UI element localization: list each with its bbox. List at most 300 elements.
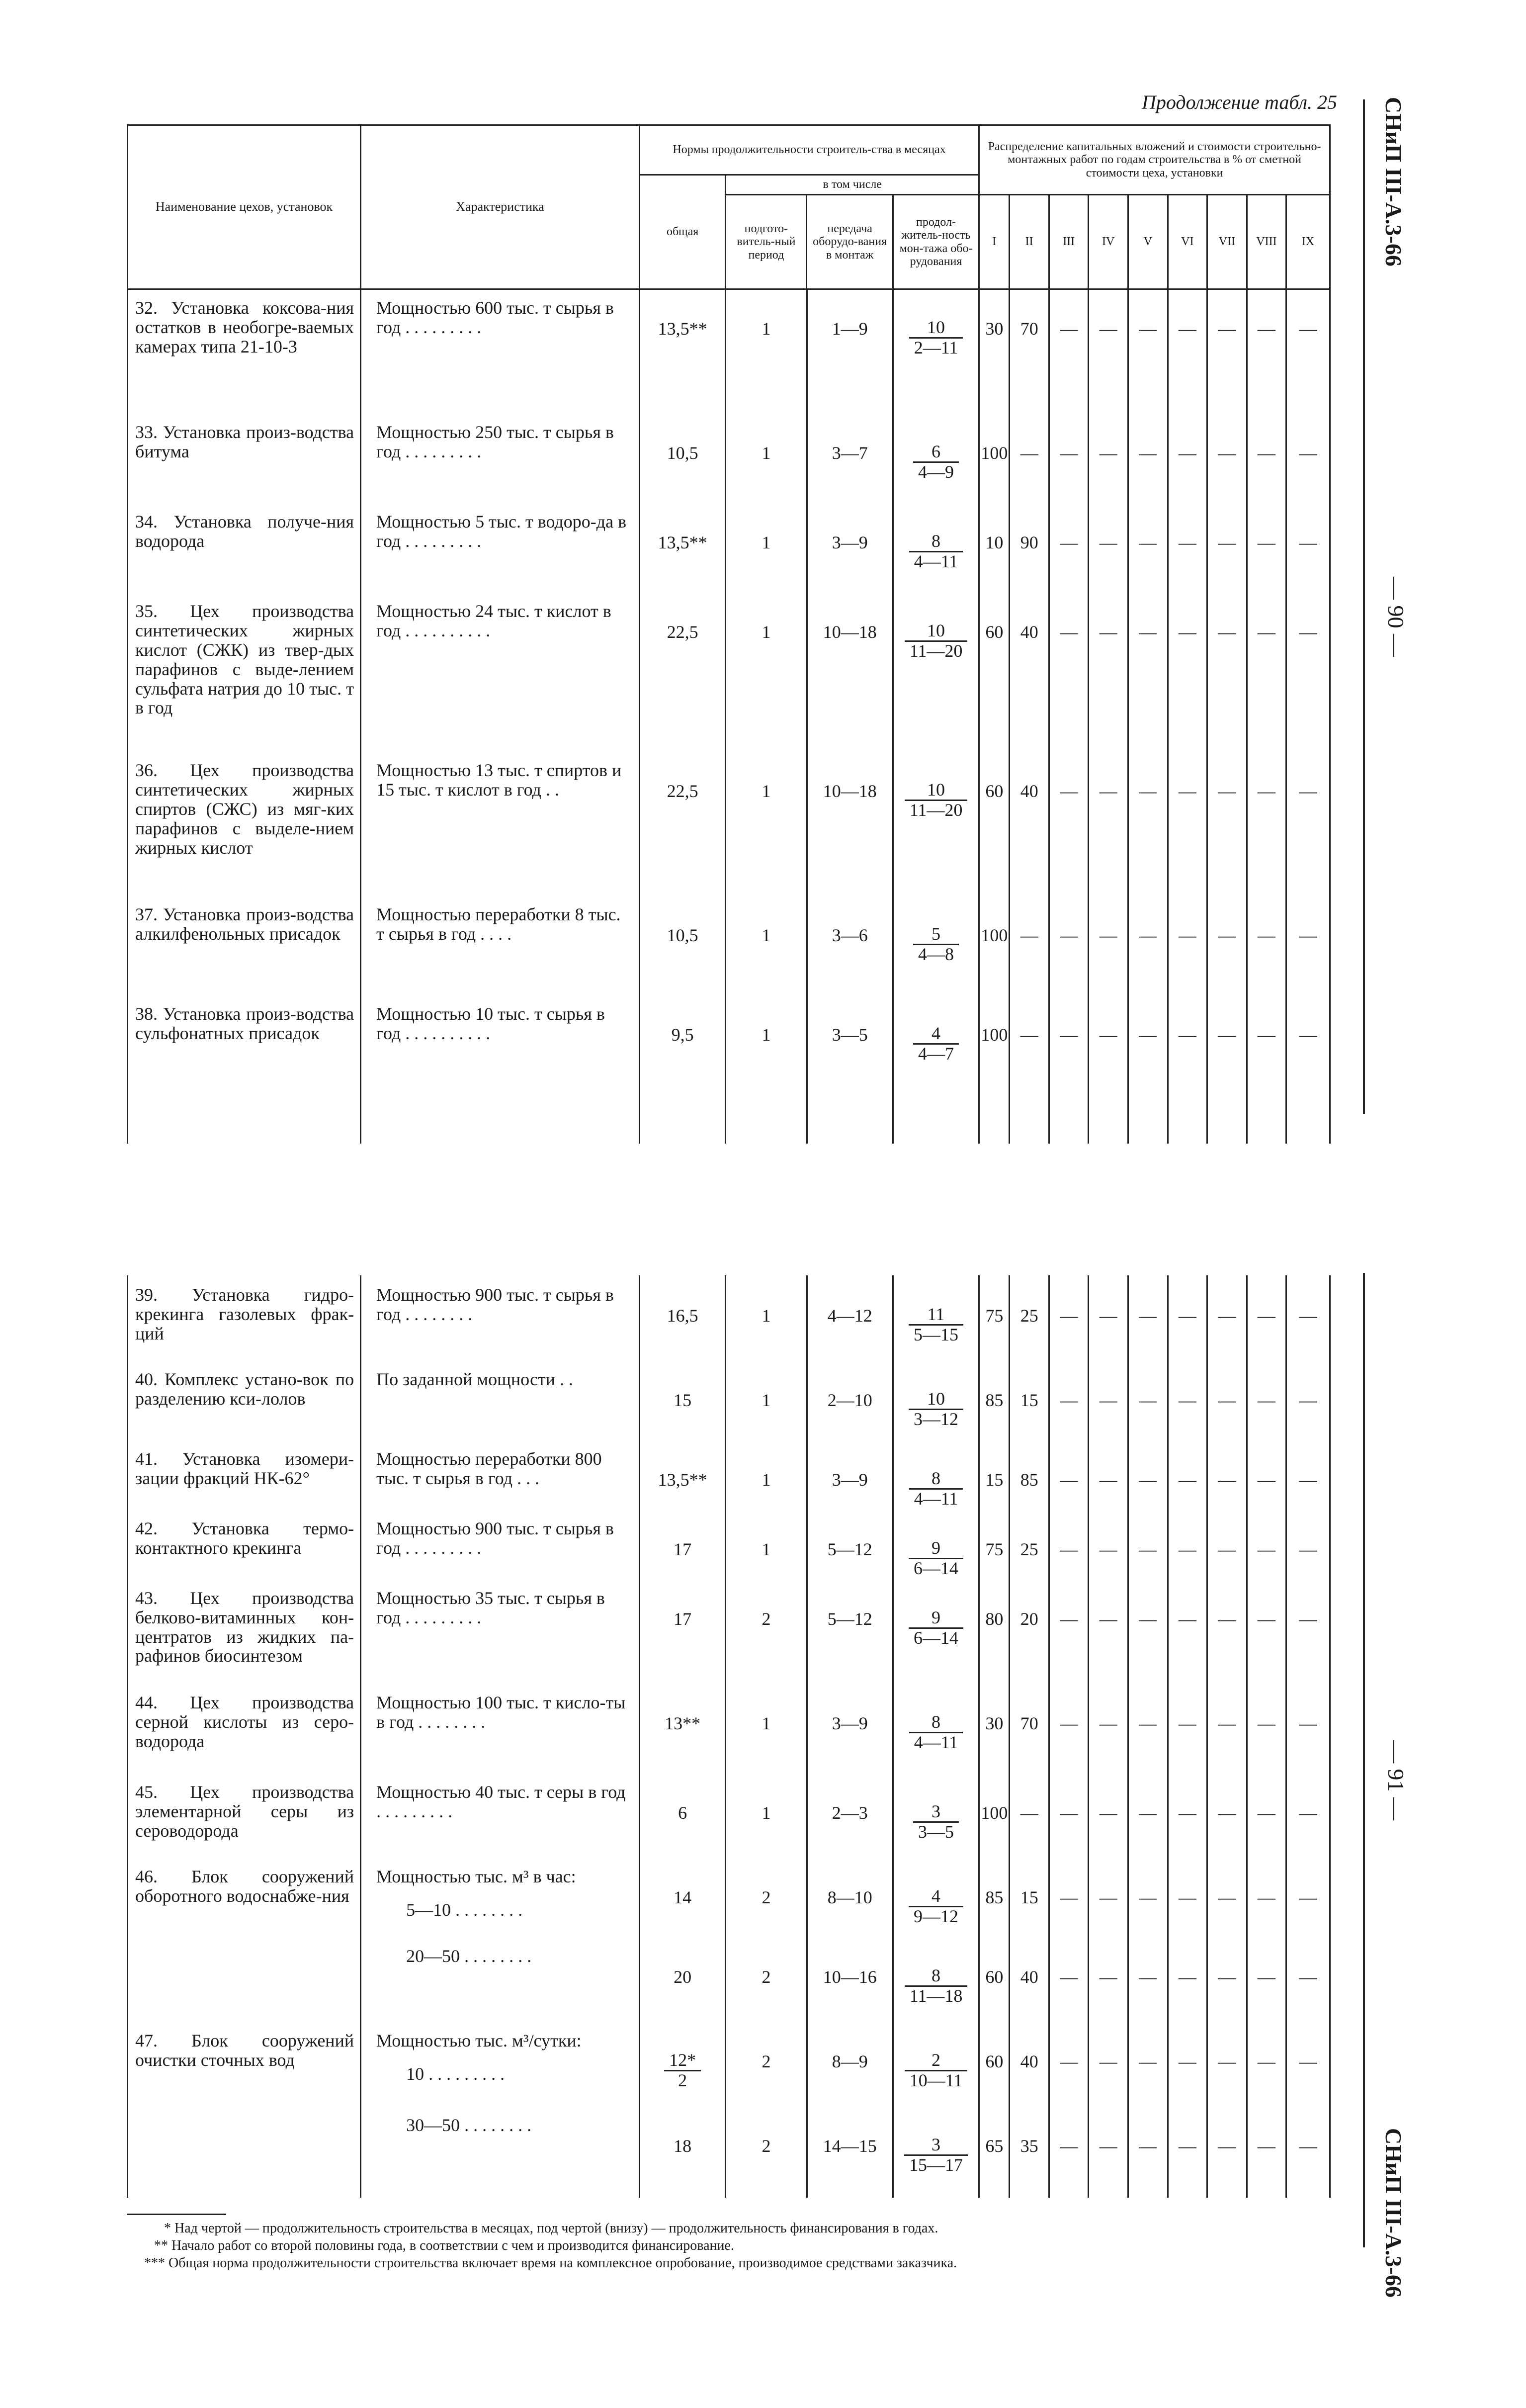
row-year-1: 75 [979,1509,1010,1579]
row-total-value: 17 [674,1608,692,1629]
row-prep: 1 [726,1683,807,1773]
row-year-1: 100 [979,413,1010,502]
col-year-VI: VI [1168,195,1207,289]
row-total [640,1683,726,1773]
row-year-9: — [1286,751,1330,895]
row-equip: 8—10 [807,1857,893,1937]
row-mount-fraction [909,1539,963,1578]
row-year-1: 30 [979,288,1010,413]
row-year-8: — [1247,1683,1286,1773]
row-year-2: — [1010,1773,1049,1857]
row-characteristic-text: Мощностью 900 тыс. т сырья в год . . . . . . . . [376,1285,614,1324]
row-prep: 1 [726,1275,807,1360]
row-year-6: — [1168,1275,1207,1360]
row-year-2: — [1010,895,1049,994]
row-year-1: 60 [979,592,1010,751]
row-mount-top: 10 [905,622,968,642]
row-year-5: — [1128,1937,1168,2021]
row-year-9: — [1286,1937,1330,2021]
row-equip: 3—9 [807,502,893,592]
row-year-9: — [1286,1683,1330,1773]
row-mount-bottom: 6—14 [914,1627,959,1648]
row-name: 40. Комплекс устано-вок по разделению кси-лолов [128,1360,361,1439]
row-year-8: — [1247,2021,1286,2106]
row-year-6: — [1168,1360,1207,1439]
row-year-5: — [1128,1683,1168,1773]
row-mount-top: 6 [913,443,959,463]
row-name: 38. Установка произ-водства сульфонатных присадок [128,994,361,1144]
row-characteristic [361,1857,640,1937]
row-equip: 2—3 [807,1773,893,1857]
row-total-value: 20 [674,1966,692,1987]
row-characteristic-text: Мощностью 24 тыс. т кислот в год . . . . . . . . . . [376,601,611,640]
row-prep: 1 [726,1509,807,1579]
row-characteristic-text: Мощностью переработки 800 тыс. т сырья в год . . . [376,1449,602,1488]
row-characteristic-text: Мощностью 600 тыс. т сырья в год . . . . . . . . . [376,298,614,337]
row-total [640,1579,726,1683]
row-mount-fraction [905,622,968,661]
row-mount [893,895,979,994]
row-year-5: — [1128,751,1168,895]
row-prep: 1 [726,1439,807,1509]
table-row [128,1509,1330,1579]
row-name: 42. Установка термо-контактного крекинга [128,1509,361,1579]
row-total [640,413,726,502]
row-year-7: — [1207,1360,1247,1439]
row-mount-top: 5 [913,925,959,945]
row-year-8: — [1247,1360,1286,1439]
row-year-4: — [1089,502,1128,592]
row-mount [893,1509,979,1579]
table-body-bottom [127,1275,1331,2198]
row-year-7: — [1207,592,1247,751]
row-year-7: — [1207,1509,1247,1579]
row-equip: 3—6 [807,895,893,994]
row-mount-top: 9 [909,1539,963,1559]
row-year-1: 15 [979,1439,1010,1509]
row-prep: 1 [726,751,807,895]
row-year-3: — [1049,1439,1089,1509]
table-body-top [127,288,1331,1144]
row-equip: 14—15 [807,2106,893,2198]
table-row [128,592,1330,751]
row-characteristic [361,2021,640,2106]
row-mount-fraction [909,1469,963,1509]
col-mount-header: продол-житель-ность мон-тажа обо-рудования [893,195,979,289]
row-name [128,1937,361,2021]
row-mount-top: 8 [905,1966,968,1987]
row-characteristic-text: Мощностью 13 тыс. т спиртов и 15 тыс. т кислот в год . . [376,760,622,800]
row-mount [893,1275,979,1360]
row-prep: 2 [726,1579,807,1683]
row-total [640,1439,726,1509]
right-margin-rule-top [1363,99,1365,1114]
row-characteristic [361,1360,640,1439]
row-name: 32. Установка коксова-ния остатков в необогре-ваемых камерах типа 21-10-3 [128,288,361,413]
row-year-4: — [1089,1275,1128,1360]
row-year-7: — [1207,1857,1247,1937]
row-total [640,592,726,751]
row-mount-bottom: 15—17 [909,2154,963,2175]
row-characteristic-sub: 20—50 . . . . . . . . [406,1946,532,1966]
row-equip: 1—9 [807,288,893,413]
row-year-6: — [1168,895,1207,994]
row-total [640,288,726,413]
row-total-top: 12* [664,2051,701,2071]
col-distr-header: Распределение капитальных вложений и стоимости строительно-монтажных работ по годам строительства в % от сметной стоимости цеха, установки [979,125,1330,195]
row-mount [893,751,979,895]
row-year-9: — [1286,1275,1330,1360]
row-year-1: 85 [979,1857,1010,1937]
row-total [640,994,726,1144]
row-year-6: — [1168,288,1207,413]
row-mount-top: 8 [909,1469,963,1490]
row-prep: 1 [726,1360,807,1439]
row-year-7: — [1207,1683,1247,1773]
col-year-IV: IV [1089,195,1128,289]
row-year-3: — [1049,413,1089,502]
row-year-7: — [1207,895,1247,994]
row-year-9: — [1286,1773,1330,1857]
row-year-3: — [1049,1275,1089,1360]
row-characteristic [361,1275,640,1360]
row-year-6: — [1168,2106,1207,2198]
row-mount-fraction [913,443,959,482]
row-name [128,2106,361,2198]
row-mount-fraction [905,2051,968,2090]
row-year-1: 100 [979,895,1010,994]
row-total-value: 22,5 [667,622,698,642]
row-year-2: 85 [1010,1439,1049,1509]
row-equip: 3—9 [807,1439,893,1509]
row-year-4: — [1089,288,1128,413]
row-characteristic [361,994,640,1144]
row-total-value: 10,5 [667,925,698,945]
col-prep-header: подгото-витель-ный период [726,195,807,289]
col-year-II: II [1010,195,1049,289]
row-year-9: — [1286,502,1330,592]
row-year-7: — [1207,1773,1247,1857]
row-prep: 2 [726,1857,807,1937]
row-total-value: 14 [674,1887,692,1907]
row-year-9: — [1286,2021,1330,2106]
row-total-value: 13,5** [658,319,707,339]
row-year-2: 70 [1010,1683,1049,1773]
row-mount-bottom: 4—8 [918,944,954,964]
row-mount-top: 8 [909,532,963,552]
row-year-9: — [1286,1579,1330,1683]
row-characteristic [361,1579,640,1683]
row-year-6: — [1168,2021,1207,2106]
row-mount [893,1857,979,1937]
row-name: 36. Цех производства синтетических жирных спиртов (СЖС) из мяг-ких парафинов с выделе-нием жирных кислот [128,751,361,895]
table-row [128,1439,1330,1509]
row-year-8: — [1247,592,1286,751]
row-characteristic-text: Мощностью 35 тыс. т сырья в год . . . . . . . . . [376,1588,605,1627]
row-year-3: — [1049,1360,1089,1439]
row-year-8: — [1247,1509,1286,1579]
row-prep: 1 [726,895,807,994]
row-mount [893,2021,979,2106]
row-year-7: — [1207,502,1247,592]
row-equip: 8—9 [807,2021,893,2106]
row-characteristic-text: Мощностью 10 тыс. т сырья в год . . . . . . . . . . [376,1004,605,1043]
row-year-8: — [1247,1937,1286,2021]
row-name: 45. Цех производства элементарной серы из сероводорода [128,1773,361,1857]
row-total [640,1937,726,2021]
row-year-3: — [1049,502,1089,592]
row-year-7: — [1207,1275,1247,1360]
footnote-2: ** Начало работ со второй половины года, в соответствии с чем и производится финансирование. [154,2238,734,2253]
row-year-9: — [1286,2106,1330,2198]
row-year-7: — [1207,751,1247,895]
row-year-9: — [1286,1857,1330,1937]
row-mount-bottom: 11—20 [909,640,963,661]
row-year-5: — [1128,592,1168,751]
row-total-value: 10,5 [667,443,698,463]
row-year-3: — [1049,1509,1089,1579]
row-year-6: — [1168,1439,1207,1509]
row-characteristic [361,1439,640,1509]
row-prep: 1 [726,288,807,413]
row-year-1: 100 [979,994,1010,1144]
row-equip: 3—5 [807,994,893,1144]
row-year-9: — [1286,592,1330,751]
row-mount-top: 2 [905,2051,968,2071]
row-year-6: — [1168,1773,1207,1857]
row-mount-fraction [904,2136,968,2175]
row-year-4: — [1089,1360,1128,1439]
row-total [640,1275,726,1360]
page-number-bottom: — 91 — [1383,1740,1409,1820]
table-row [128,1937,1330,2021]
row-mount-bottom: 4—9 [918,461,954,482]
row-year-2: 25 [1010,1275,1049,1360]
row-prep: 1 [726,994,807,1144]
row-total-value: 22,5 [667,781,698,801]
row-mount-top: 4 [909,1887,963,1907]
row-year-8: — [1247,413,1286,502]
row-characteristic [361,502,640,592]
row-prep: 1 [726,1773,807,1857]
row-mount-fraction [909,1713,963,1752]
row-year-7: — [1207,288,1247,413]
row-total-value: 17 [674,1539,692,1559]
row-equip: 5—12 [807,1579,893,1683]
row-year-7: — [1207,413,1247,502]
row-characteristic [361,413,640,502]
row-year-3: — [1049,592,1089,751]
row-equip: 3—7 [807,413,893,502]
row-name: 44. Цех производства серной кислоты из серо-водорода [128,1683,361,1773]
col-year-V: V [1128,195,1168,289]
row-characteristic [361,1937,640,2021]
table-row [128,1683,1330,1773]
row-year-1: 10 [979,502,1010,592]
row-year-4: — [1089,592,1128,751]
row-year-5: — [1128,288,1168,413]
side-code-top: СНиП III-А.3-66 [1381,97,1406,267]
row-year-3: — [1049,1937,1089,2021]
row-name: 39. Установка гидро-крекинга газолевых фрак-ций [128,1275,361,1360]
col-char-header: Характеристика [361,125,640,289]
side-code-bottom: СНиП III-А.3-66 [1381,2128,1406,2298]
row-year-5: — [1128,2106,1168,2198]
row-mount-fraction [909,1305,963,1344]
row-total [640,1773,726,1857]
page-number-top: — 90 — [1383,577,1409,657]
row-mount [893,1937,979,2021]
row-characteristic-sub: 10 . . . . . . . . . [406,2063,505,2084]
row-mount-bottom: 4—11 [914,551,958,571]
row-total [640,895,726,994]
row-year-6: — [1168,994,1207,1144]
row-year-3: — [1049,1579,1089,1683]
row-total [640,2106,726,2198]
row-year-9: — [1286,1360,1330,1439]
row-year-6: — [1168,413,1207,502]
row-name: 33. Установка произ-водства битума [128,413,361,502]
row-total-value: 6 [678,1802,687,1823]
row-total [640,751,726,895]
row-year-7: — [1207,1579,1247,1683]
row-year-6: — [1168,592,1207,751]
row-characteristic [361,751,640,895]
row-mount [893,1773,979,1857]
row-year-5: — [1128,502,1168,592]
row-year-3: — [1049,288,1089,413]
row-year-6: — [1168,1509,1207,1579]
row-year-6: — [1168,1937,1207,2021]
row-year-7: — [1207,2106,1247,2198]
row-year-2: 40 [1010,592,1049,751]
row-year-4: — [1089,1857,1128,1937]
row-mount-fraction [905,1966,968,2006]
row-year-5: — [1128,895,1168,994]
row-year-6: — [1168,1857,1207,1937]
row-year-8: — [1247,2106,1286,2198]
col-total-header: общая [639,175,725,289]
row-year-6: — [1168,502,1207,592]
row-year-1: 85 [979,1360,1010,1439]
row-year-3: — [1049,2021,1089,2106]
row-mount-bottom: 3—12 [914,1409,959,1429]
row-year-5: — [1128,1439,1168,1509]
row-year-9: — [1286,994,1330,1144]
row-year-3: — [1049,751,1089,895]
row-total-value: 9,5 [671,1025,694,1045]
table-row [128,2021,1330,2106]
row-mount-fraction [905,781,968,820]
row-year-8: — [1247,1857,1286,1937]
row-year-5: — [1128,994,1168,1144]
row-mount [893,1579,979,1683]
row-total [640,1857,726,1937]
row-year-3: — [1049,895,1089,994]
row-year-9: — [1286,1439,1330,1509]
row-year-4: — [1089,413,1128,502]
row-total [640,1360,726,1439]
footnote-3: *** Общая норма продолжительности строительства включает время на комплексное опробование, производимое средствами заказчика. [144,2255,957,2271]
row-total [640,502,726,592]
row-year-5: — [1128,1509,1168,1579]
row-year-8: — [1247,288,1286,413]
row-characteristic [361,1509,640,1579]
table-row [128,1360,1330,1439]
col-year-VII: VII [1207,195,1247,289]
col-equip-header: передача оборудо-вания в монтаж [807,195,893,289]
row-year-4: — [1089,1439,1128,1509]
row-characteristic-text: Мощностью 900 тыс. т сырья в год . . . . . . . . . [376,1518,614,1558]
row-year-5: — [1128,1360,1168,1439]
row-mount-fraction [909,1390,963,1429]
row-characteristic [361,895,640,994]
row-name: 46. Блок сооружений оборотного водоснабже-ния [128,1857,361,1937]
row-total-value: 13,5** [658,533,707,552]
row-prep: 1 [726,592,807,751]
row-characteristic [361,288,640,413]
row-year-5: — [1128,1275,1168,1360]
row-characteristic-sub: 30—50 . . . . . . . . [406,2115,532,2135]
row-year-2: 40 [1010,751,1049,895]
row-prep: 1 [726,413,807,502]
row-mount-fraction [913,1802,959,1842]
row-equip: 3—9 [807,1683,893,1773]
right-margin-rule-bottom [1363,1273,1365,2247]
row-year-9: — [1286,413,1330,502]
row-mount-bottom: 11—20 [909,800,963,820]
row-year-4: — [1089,2106,1128,2198]
row-characteristic-text: Мощностью переработки 8 тыс. т сырья в год . . . . [376,904,621,944]
row-mount [893,288,979,413]
row-mount [893,592,979,751]
row-year-7: — [1207,2021,1247,2106]
row-mount-bottom: 4—7 [918,1043,954,1064]
row-year-2: 90 [1010,502,1049,592]
row-characteristic [361,1773,640,1857]
col-name-header: Наименование цехов, установок [128,125,361,289]
col-year-III: III [1049,195,1089,289]
row-year-8: — [1247,994,1286,1144]
row-mount-bottom: 4—11 [914,1732,958,1752]
row-name: 43. Цех производства белково-витаминных кон-центратов из жидких па-рафинов биосинтезом [128,1579,361,1683]
row-characteristic-text: Мощностью 100 тыс. т кисло-ты в год . . . . . . . . [376,1692,626,1732]
table-row [128,1579,1330,1683]
row-total-value: 13** [665,1713,701,1733]
table-row [128,1773,1330,1857]
row-year-7: — [1207,1937,1247,2021]
row-year-7: — [1207,1439,1247,1509]
row-year-2: 40 [1010,2021,1049,2106]
row-year-8: — [1247,1579,1286,1683]
row-mount [893,413,979,502]
row-mount-top: 3 [904,2136,968,2156]
col-year-I: I [979,195,1010,289]
row-mount [893,502,979,592]
row-equip: 4—12 [807,1275,893,1360]
table-row [128,895,1330,994]
col-year-VIII: VIII [1247,195,1286,289]
row-mount-bottom: 11—18 [909,1985,963,2006]
table-header [127,124,1331,290]
row-year-1: 60 [979,1937,1010,2021]
row-mount-top: 10 [909,318,963,339]
row-year-1: 60 [979,2021,1010,2106]
row-year-4: — [1089,1683,1128,1773]
row-name: 41. Установка изомери-зации фракций НК-62° [128,1439,361,1509]
row-mount [893,2106,979,2198]
row-year-5: — [1128,413,1168,502]
